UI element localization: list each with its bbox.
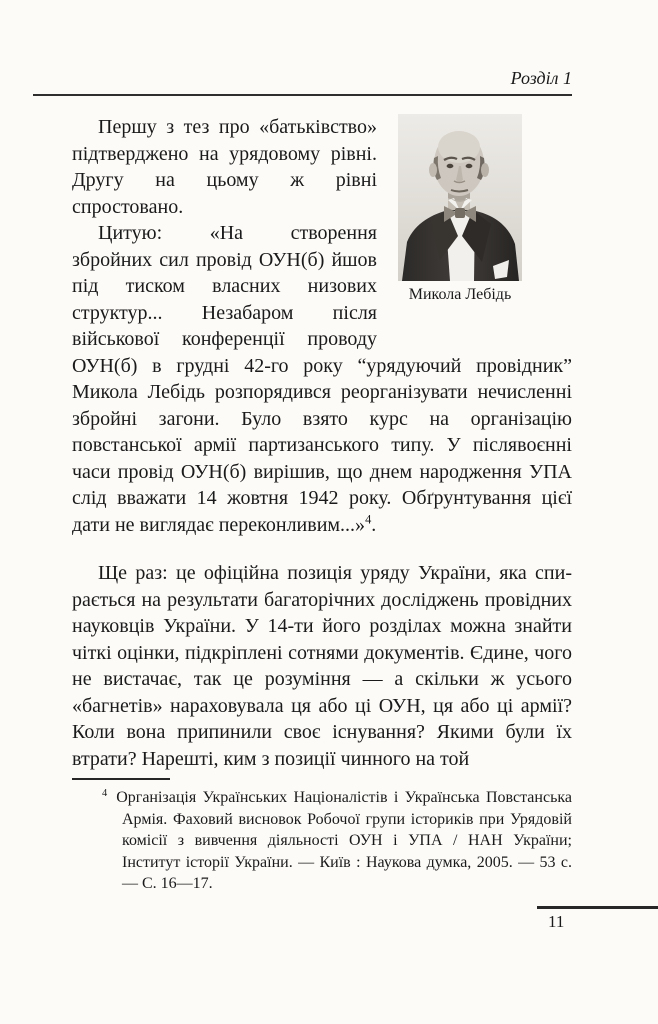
page-number: 11 [548, 912, 565, 931]
footnote-separator [72, 778, 170, 780]
paragraph-1: Першу з тез про «батьківство» підтверджено на урядовому рівні. Другу на цьому ж рівні спростовано. [72, 116, 377, 218]
photo-figure-float [377, 114, 572, 346]
footnote [72, 787, 572, 895]
running-head-chapter: Розділ 1 [33, 67, 572, 96]
paragraph-3: Ще раз: це офіційна позиція уряду України, яка спирається на результати багаторічних досліджень провідних науковців України. У 14-ти його розділах можна знайти чіткі оцінки, підкріплені сотнями документів. Єдине, чого не вистачає, так це розуміння — а скільки ж усього «багнетів» нараховувала ця або ці ОУН, ця або ці армії? Коли вона припинили своє існування? Якими були їх втрати? Нарешті, ким з позиції чинного на той [72, 562, 572, 770]
paragraph-2-end: . [371, 513, 377, 536]
photo-figure [398, 114, 522, 304]
body-text-column [72, 114, 572, 895]
paragraph-2-quote: Цитую: «На створення збройних сил провід ОУН(б) йшов під тиском власних низових структур... Незабаром після військової конференції проводу ОУН(б) в грудні 42-го року “урядуючий провідник” Микола Лебідь розпорядився реорганізувати нечисленні збройні загони. Було взято курс на організацію повстанської армії партизанського типу. У післявоєнні часи провід ОУН(б) вирішив, що днем народження УПА слід вважати 14 жовтня 1942 року. Обґрунтування цієї дати не виглядає переконливим...» [72, 222, 572, 536]
photo-caption: Микола Лебідь [408, 286, 512, 303]
footnote-text: Організація Українських Націоналістів і Українська Повстанська Армія. Фаховий висновок Робочої групи істориків при Урядовій комісії з вивчення діяльності ОУН і УПА / НАН України; Інститут історії України. — Київ : Наукова думка, 2005. — 53 с. — С. 16—17. [116, 789, 572, 892]
footnote-block [72, 778, 572, 895]
footnote-marker: 4 [102, 787, 108, 799]
footnote-reference: 4 [365, 511, 372, 526]
portrait-photo [398, 114, 522, 281]
footer-bar [537, 906, 658, 909]
